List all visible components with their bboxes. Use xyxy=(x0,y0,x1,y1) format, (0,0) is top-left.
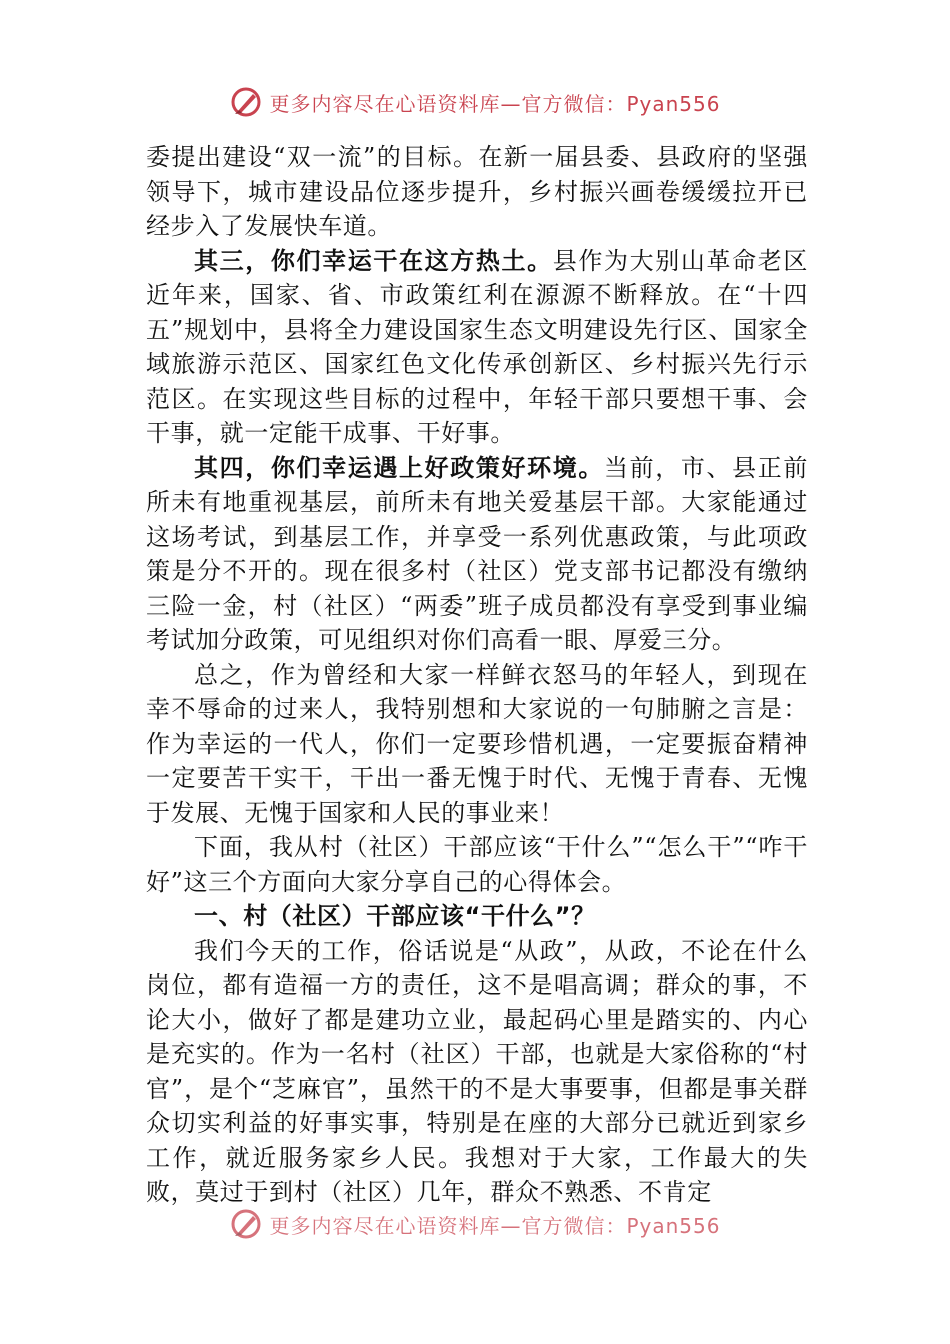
page-header-watermark xyxy=(0,84,950,120)
paragraph-section-one-body: 我们今天的工作，俗话说是“从政”，从政，不论在什么岗位，都有造福一方的责任，这不是唱高调；群众的事，不论大小，做好了都是建功立业，最起码心里是踏实的、内心是充实的。作为一名村（社区）干部，也就是大家俗称的“村官”，是个“芝麻官”，虽然干的不是大事要事，但都是事关群众切实利益的好事实事，特别是在座的大部分已就近到家乡工作，就近服务家乡人民。我想对于大家，工作最大的失败，莫过于到村（社区）几年，群众不熟悉、不肯定 xyxy=(146,936,808,1206)
paragraph-summary: 总之，作为曾经和大家一样鲜衣怒马的年轻人，到现在幸不辱命的过来人，我特别想和大家说的一句肺腑之言是：作为幸运的一代人，你们一定要珍惜机遇，一定要振奋精神一定要苦干实干，干出一番无愧于时代、无愧于青春、无愧于发展、无愧于国家和人民的事业来！ xyxy=(146,660,808,827)
point-three-title: 其三，你们幸运干在这方热土。 xyxy=(194,245,553,275)
footer-text: 更多内容尽在心语资料库—官方微信：Pyan556 xyxy=(269,1213,721,1238)
paragraph-fourth-point xyxy=(146,451,808,658)
header-text: 更多内容尽在心语资料库—官方微信：Pyan556 xyxy=(269,91,721,116)
point-four-title: 其四，你们幸运遇上好政策好环境。 xyxy=(194,452,605,482)
pen-logo-icon xyxy=(229,85,263,119)
paragraph-third-point xyxy=(146,244,808,451)
point-three-body: 县作为大别山革命老区近年来，国家、省、市政策红利在源源不断释放。在“十四五”规划中，县将全力建设国家生态文明建设先行区、国家全域旅游示范区、国家红色文化传承创新区、乡村振兴先行示范区。在实现这些目标的过程中，年轻干部只要想干事、会干事，就一定能干成事、干好事。 xyxy=(146,246,808,447)
paragraph-intro-sections: 下面，我从村（社区）干部应该“干什么”“怎么干”“咋干好”这三个方面向大家分享自己的心得体会。 xyxy=(146,833,808,896)
point-four-body: 当前，市、县正前所未有地重视基层，前所未有地关爱基层干部。大家能通过这场考试，到基层工作，并享受一系列优惠政策，与此项政策是分不开的。现在很多村（社区）党支部书记都没有缴纳三险一金，村（社区）“两委”班子成员都没有享受到事业编考试加分政策，可见组织对你们高看一眼、厚爱三分。 xyxy=(146,453,808,654)
pen-logo-icon xyxy=(229,1207,263,1241)
page-footer-watermark xyxy=(0,1206,950,1242)
paragraph-continuation: 委提出建设“双一流”的目标。在新一届县委、县政府的坚强领导下，城市建设品位逐步提升，乡村振兴画卷缓缓拉开已经步入了发展快车道。 xyxy=(146,143,808,240)
section-heading-one: 一、村（社区）干部应该“干什么”？ xyxy=(194,902,596,930)
document-body xyxy=(146,140,808,1210)
